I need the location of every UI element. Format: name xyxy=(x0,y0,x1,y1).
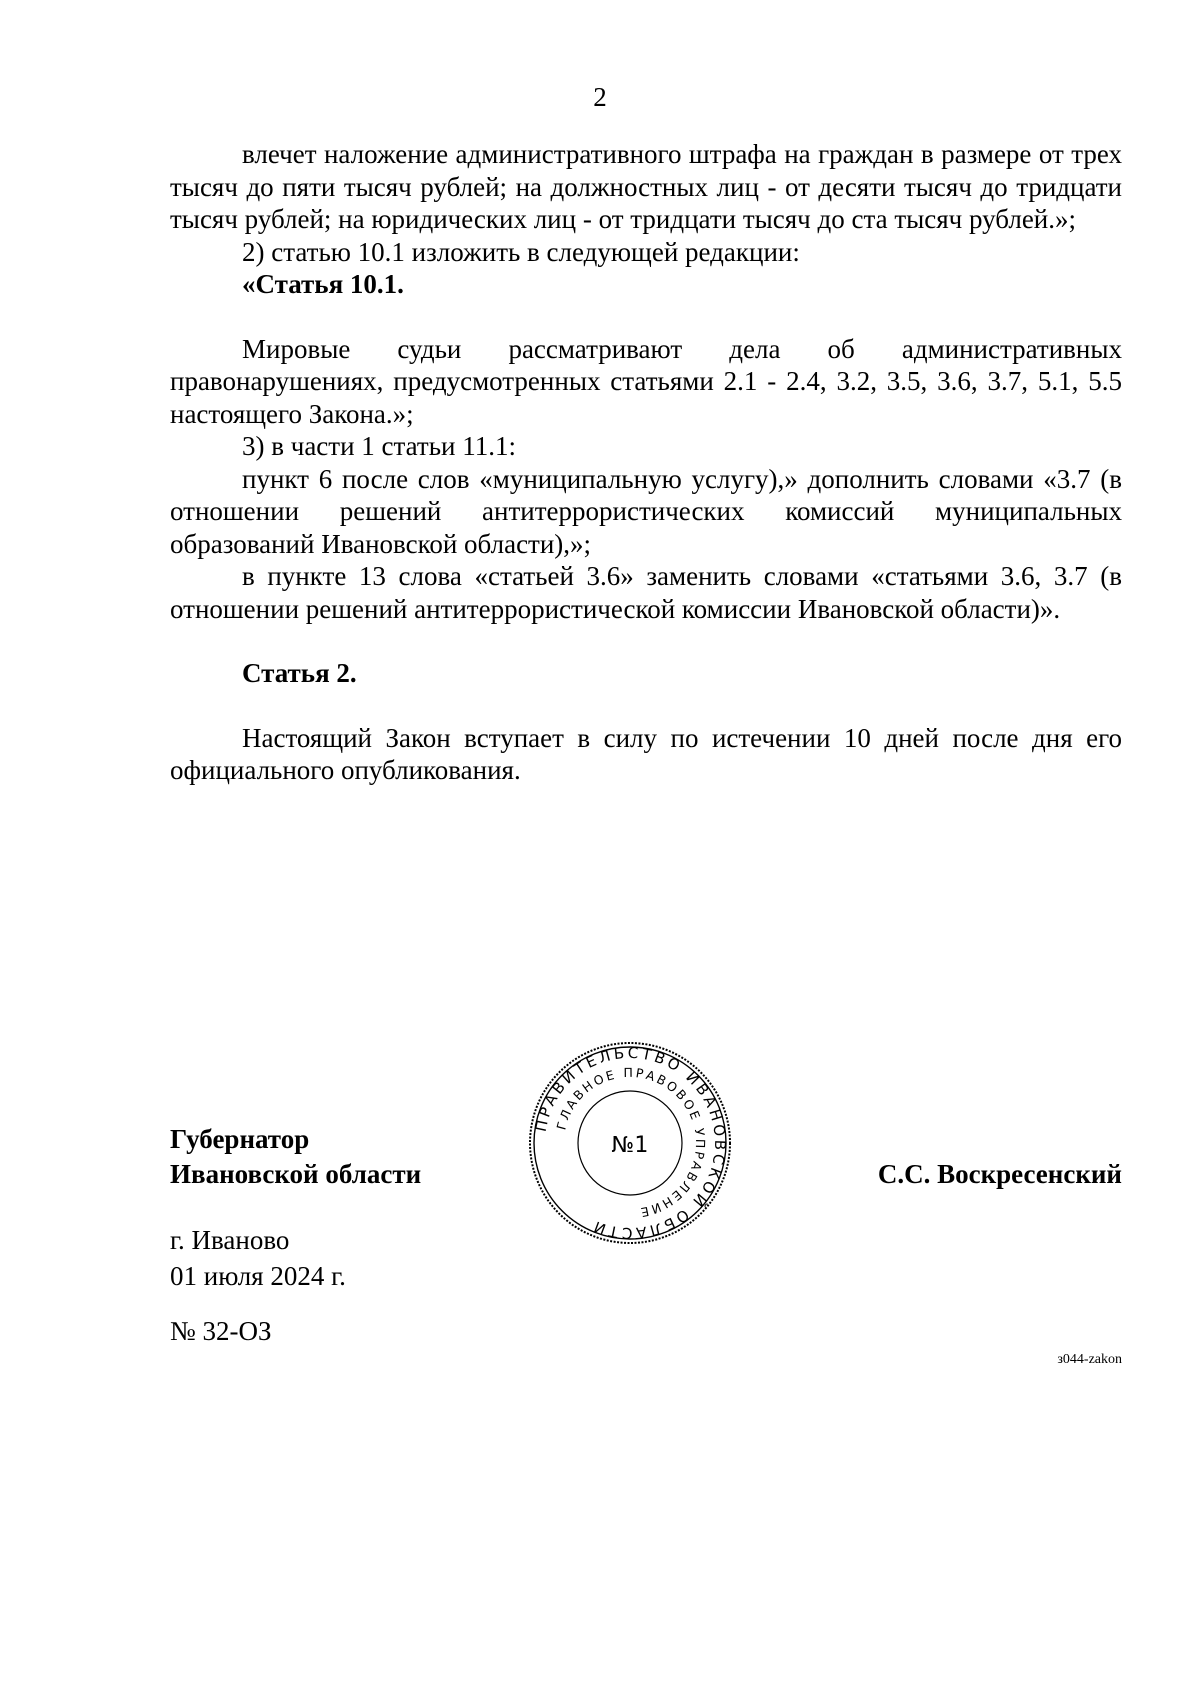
paragraph-magistrates: Мировые судьи рассматривают дела об административных правонарушениях, предусмотренных статьями 2.1 - 2.4, 3.2, 3.5, 3.6, 3.7, 5.1, 5.5 настоящего Закона.»; xyxy=(170,333,1122,429)
paragraph-item-13: в пункте 13 слова «статьей 3.6» заменить словами «статьями 3.6, 3.7 (в отношении решений антитеррористической комиссии Ивановской области)». xyxy=(170,561,1122,624)
signing-date: 01 июля 2024 г. xyxy=(170,1261,346,1291)
city: г. Иваново xyxy=(170,1225,290,1255)
paragraph-entry-into-force: Настоящий Закон вступает в силу по истечении 10 дней после дня его официального опубликования. xyxy=(170,722,1122,785)
signatory-title-line1: Губернатор xyxy=(170,1124,310,1154)
paragraph-amend-11-1: 3) в части 1 статьи 11.1: xyxy=(242,431,516,461)
heading-article-2: Статья 2. xyxy=(242,658,357,688)
heading-article-10-1: «Статья 10.1. xyxy=(242,269,404,299)
signatory-title xyxy=(170,1122,421,1192)
page-number: 2 xyxy=(593,82,607,112)
document-body xyxy=(170,138,1122,787)
seal-center-text: №1 xyxy=(611,1133,649,1158)
signatory-title-line2: Ивановской области xyxy=(170,1159,422,1189)
paragraph-amend-10-1: 2) статью 10.1 изложить в следующей редакции: xyxy=(242,236,800,267)
signatory-name: С.С. Воскресенский xyxy=(877,1159,1122,1189)
document-code: з044-zakon xyxy=(1057,1352,1122,1367)
seal-outer-text: ПРАВИТЕЛЬСТВО ИВАНОВСКОЙ ОБЛАСТИ xyxy=(531,1043,730,1243)
place-and-date xyxy=(170,1222,346,1294)
paragraph-item-6: пункт 6 после слов «муниципальную услугу),» дополнить словами «3.7 (в отношении решений антитеррористических комиссий муниципальных образований Ивановской области),»; xyxy=(170,463,1122,559)
paragraph-fine: влечет наложение административного штрафа на граждан в размере от трех тысяч до пяти тысяч рублей; на должностных лиц - от десяти тысяч до тридцати тысяч рублей; на юридических лиц - от тридцати тысяч до ста тысяч рублей.»; xyxy=(170,139,1122,234)
official-seal xyxy=(527,1040,733,1246)
law-number: № 32-ОЗ xyxy=(170,1316,272,1346)
seal-inner-text: ГЛАВНОЕ ПРАВОВОЕ УПРАВЛЕНИЕ xyxy=(553,1064,709,1221)
